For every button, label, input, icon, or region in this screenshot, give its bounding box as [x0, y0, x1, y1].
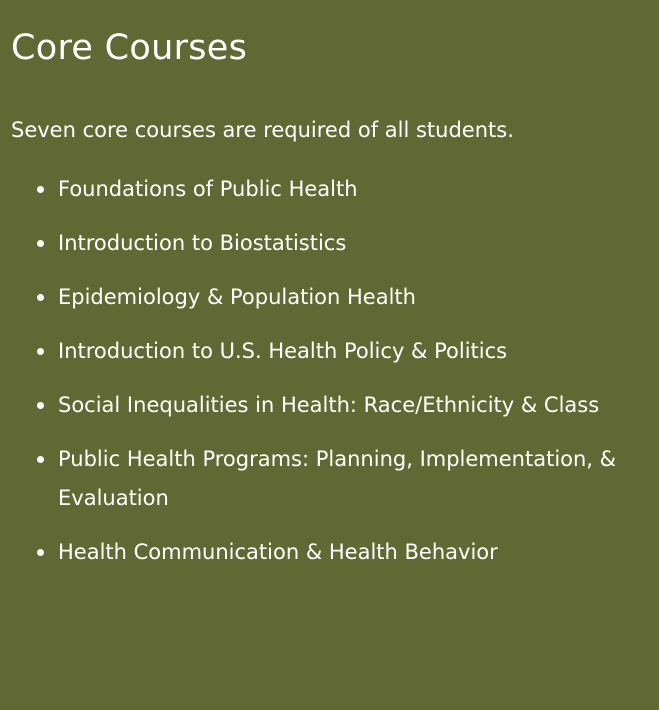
course-list: [11, 170, 649, 572]
list-item: [11, 332, 649, 371]
course-label: Introduction to Biostatistics: [58, 231, 347, 255]
section-intro: Seven core courses are required of all students.: [11, 118, 514, 142]
section-title: Core Courses: [11, 28, 248, 68]
bullet-icon: [37, 549, 44, 556]
bullet-icon: [37, 186, 44, 193]
bullet-icon: [37, 240, 44, 247]
course-label: Public Health Programs: Planning, Implementation, & Evaluation: [58, 447, 617, 510]
list-item: [11, 170, 649, 209]
list-item: [11, 533, 649, 572]
course-label: Health Communication & Health Behavior: [58, 540, 498, 564]
list-item: [11, 224, 649, 263]
list-item: [11, 278, 649, 317]
course-label: Social Inequalities in Health: Race/Ethnicity & Class: [58, 393, 600, 417]
course-label: Foundations of Public Health: [58, 177, 358, 201]
bullet-icon: [37, 294, 44, 301]
bullet-icon: [37, 402, 44, 409]
list-item: [11, 386, 649, 425]
course-label: Epidemiology & Population Health: [58, 285, 416, 309]
bullet-icon: [37, 348, 44, 355]
list-item: [11, 440, 649, 518]
bullet-icon: [37, 456, 44, 463]
course-label: Introduction to U.S. Health Policy & Politics: [58, 339, 508, 363]
